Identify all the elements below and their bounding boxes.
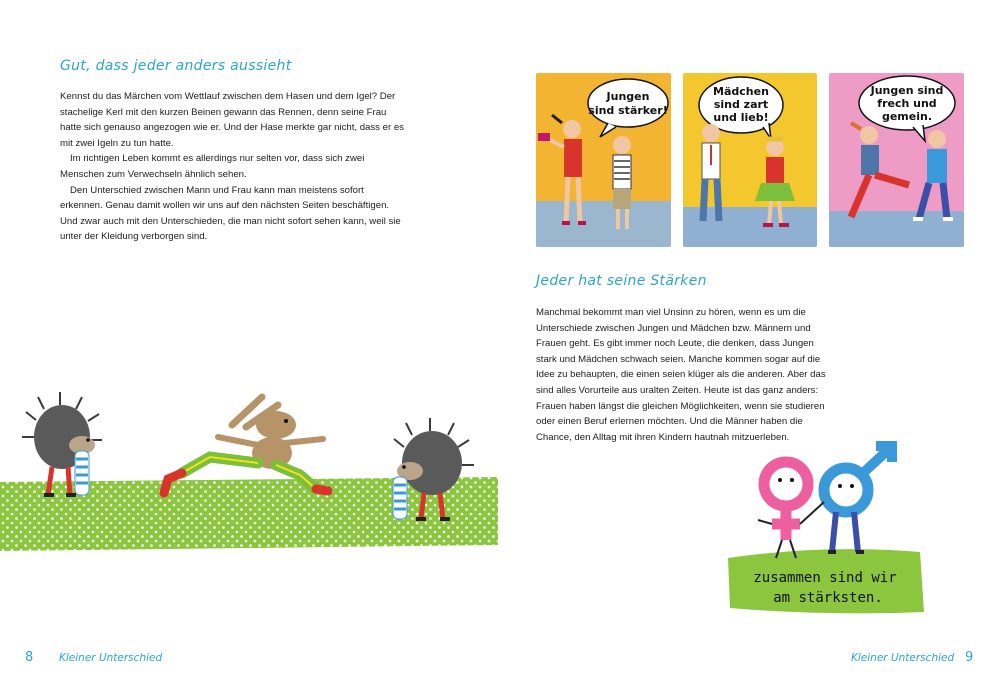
female-symbol-icon	[758, 462, 808, 558]
bubble-line-1: Jungen	[606, 90, 650, 103]
bubble-line-1: Jungen sind	[870, 84, 944, 97]
comic-panel-1	[536, 73, 671, 247]
page-number-right: 9	[965, 650, 974, 665]
hedgehog-left-icon	[22, 392, 102, 495]
intro-text	[60, 89, 405, 245]
bubble-line-1: Mädchen	[713, 85, 769, 98]
section-heading-left: Gut, dass jeder anders aussieht	[60, 58, 292, 74]
hare-running-icon	[164, 397, 328, 493]
paragraph-2: Im richtigen Leben kommt es allerdings nur selten vor, dass sich zwei Menschen zum Verwechseln ähnlich sehen.	[60, 153, 365, 180]
bubble-line-2: sind stärker!	[588, 104, 668, 117]
paragraph-1: Kennst du das Märchen vom Wettlauf zwischen dem Hasen und dem Igel? Der stachelige Kerl mit den kurzen Beinen gewann das Rennen, denn seine Frau hatte sich genauso angezogen wie er. Und der Hase merkte gar nicht, dass er es mit zwei Igeln zu tun hatte.	[60, 91, 404, 149]
running-footer-left: Kleiner Unterschied	[59, 652, 163, 664]
bubble-line-3: und lieb!	[713, 111, 769, 124]
slogan-line-1: zusammen sind wir	[753, 570, 897, 586]
page-number-left: 8	[25, 650, 34, 665]
strengths-text	[536, 305, 836, 445]
running-footer-right: Kleiner Unterschied	[851, 652, 955, 664]
bubble-line-2: frech und	[877, 97, 937, 110]
male-symbol-icon	[800, 446, 892, 552]
bubble-line-3: gemein.	[881, 110, 933, 123]
section-heading-right: Jeder hat seine Stärken	[536, 273, 707, 289]
comic-panel-2	[683, 73, 817, 247]
right-page	[500, 0, 1000, 689]
bubble-line-2: sind zart	[713, 98, 769, 111]
comic-panel-3	[829, 73, 964, 247]
speech-bubble	[588, 79, 668, 127]
hare-and-hedgehog-illustration	[0, 385, 500, 575]
slogan-line-2: am stärksten.	[773, 590, 883, 606]
paragraph-3: Den Unterschied zwischen Mann und Frau kann man meistens sofort erkennen. Genau damit wollen wir uns auf den nächsten Seiten beschäftigen. Und zwar auch mit den Unterschieden, die man nicht sofort sehen kann, weil sie unter der Kleidung verborgen sind.	[60, 184, 401, 243]
gender-symbols-illustration	[724, 440, 974, 620]
paragraph-strengths: Manchmal bekommt man viel Unsinn zu hören, wenn es um die Unterschiede zwischen Jungen und Mädchen bzw. Männern und Frauen geht. Es gibt immer noch Leute, die denken, dass Jungen stark und Mädchen schwach seien. Manche kommen sogar auf die Idee zu behaupten, die einen seien klüger als die anderen. Aber das sind alles Vorurteile aus uralten Zeiten. Heute ist das ganz anders: Frauen haben längst die gleichen Möglichkeiten, wenn sie studieren oder einen Beruf erlernen möchten. Und die Männer haben die Chance, den Alltag mit ihren Kindern hautnah mitzuerleben.	[536, 307, 826, 443]
